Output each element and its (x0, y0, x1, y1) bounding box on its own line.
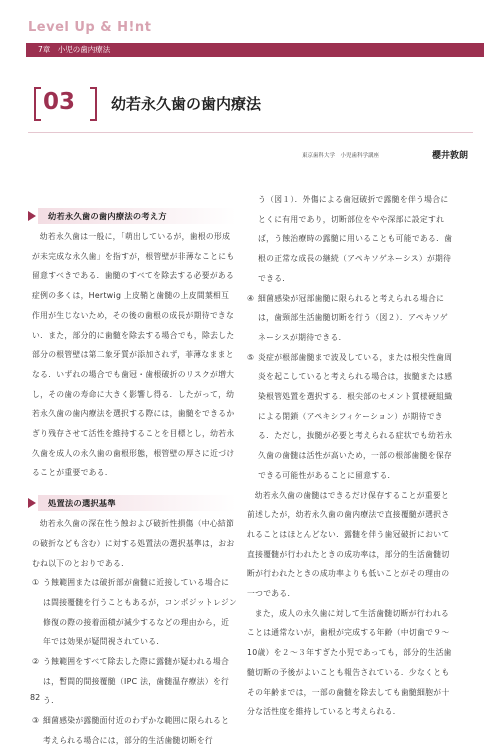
list-item (247, 348, 454, 486)
paragraph-criteria-intro: 幼若永久歯の深在性う蝕および破折性損傷（中心結節の破折なども含む）に対する処置法の選択基準は，おおむね以下のとおりである． (32, 519, 235, 568)
title-divider (28, 132, 473, 133)
heading-marker-icon (28, 498, 36, 508)
list-text: 炎症が根部歯髄まで波及している，または根尖性歯周炎を起こしていると考えられる場合は，抜髄または感染根管処置を選択する．根尖部のセメント質様硬組織による閉鎖（アペキシフィケーション）が期待できる．ただし，抜髄が必要と考えられる症状でも幼若永久歯の歯髄は活性が高いため，一部の根部歯髄を保存できる可能性があることに留意する． (258, 352, 453, 480)
list-item (32, 573, 237, 652)
list-marker: ③ (32, 716, 40, 726)
number-bracket-right (90, 87, 97, 121)
list-text-part2: う（図１）．外傷による歯冠破折で露髄を伴う場合にとくに有用であり，切断部位をやや深部に設定すれば，う蝕治療時の露髄に用いることも可能である．歯根の正常な成長の継続（アペキソゲネーシス）が期待できる． (258, 195, 453, 283)
page-number: 82 (30, 693, 41, 702)
list-marker: ④ (247, 293, 255, 303)
author-name: 櫻井敦朗 (432, 151, 469, 161)
list-text: 細菌感染が冠部歯髄に限られると考えられる場合には，歯頸部生活歯髄切断を行う（図２）．アペキソゲネーシスが期待できる． (258, 293, 449, 342)
list-text-part1: 細菌感染が露髄面付近のわずかな範囲に限られると考えられる場合には，部分的生活歯髄切断を行 (43, 716, 230, 745)
section-heading-criteria (28, 492, 237, 514)
list-text: う蝕範囲をすべて除去した際に露髄が疑われる場合は，暫間的間接覆髄（IPC 法，歯髄温存療法）を行う． (43, 657, 230, 706)
left-column (32, 205, 237, 749)
list-marker: ② (32, 657, 40, 667)
paragraph-direct-capping: 幼若永久歯の歯髄はできるだけ保存することが重要と前述したが，幼若永久歯の歯内療法で直接覆髄が選択されることはほとんどない．露髄を伴う歯冠破折において直接覆髄が行われたときの成功率は，部分的生活歯髄切断が行われたときの成功率よりも低いことがその理由の一つである． (247, 490, 450, 599)
list-item (247, 289, 454, 348)
article-number: 03 (43, 89, 76, 115)
list-marker: ⑤ (247, 352, 255, 362)
list-item (32, 711, 237, 749)
list-item-continued (247, 190, 454, 289)
list-marker: ① (32, 578, 40, 588)
heading-marker-icon (28, 211, 36, 221)
author-affiliation: 東京歯科大学 小児歯科学講座 (302, 153, 380, 159)
list-text: う蝕範囲または破折部が歯髄に近接している場合には間接覆髄を行うこともあるが，コンポジットレジン修復の際の接着面積が減少するなどの理由から，近年では効果が疑問視されている． (43, 578, 237, 647)
paragraph-concept: 幼若永久歯は一般に，「萌出しているが，歯根の形成が未完成な永久歯」を指すが，根管壁が非薄なことにも留意すべきである．歯髄のすべてを除去する必要がある症例の多くは，Hertwig 上皮鞘と歯髄の上皮間葉相互作用が生じないため，その後の歯根の成長が期待できない．また，部分的に歯髄を除去する場合でも，除去した部分の根管壁は第二象牙質が添加されず，菲薄なままとなる．いずれの場合でも歯冠・歯根破折のリスクが増大し，その歯の寿命に大きく影響し得る．したがって，幼若永久歯の歯内療法を選択する際には，歯髄をできるかぎり残存させて活性を維持することを目標とし，幼若永久歯を成人の永久歯の歯根形態，根管壁の厚さに近づけることが重要である． (32, 232, 235, 478)
section-heading-text: 幼若永久歯の歯内療法の考え方 (48, 211, 167, 221)
series-logo: Level Up & H!nt (28, 20, 152, 35)
paragraph-pulpotomy: また，成人の永久歯に対して生活歯髄切断が行われることは通常ないが，歯根が完成する年齢（中切歯で９～10歳）を２～３年すぎた小児であっても，部分的生活歯髄切断の予後がよいことも報告されている．少なくともその年齢までは，一部の歯髄を除去しても歯髄細胞が十分な活性度を維持していると考えられる． (247, 608, 452, 717)
section-heading-text: 処置法の選択基準 (48, 498, 116, 509)
article-title: 幼若永久歯の歯内療法 (111, 95, 262, 113)
chapter-bar (26, 43, 484, 57)
list-item (32, 652, 237, 711)
right-column (247, 190, 454, 722)
number-bracket-left (34, 87, 41, 121)
section-heading-concept (28, 205, 237, 227)
list-marker-spacer (247, 190, 258, 289)
chapter-label: 7章 小児の歯内療法 (38, 45, 111, 54)
